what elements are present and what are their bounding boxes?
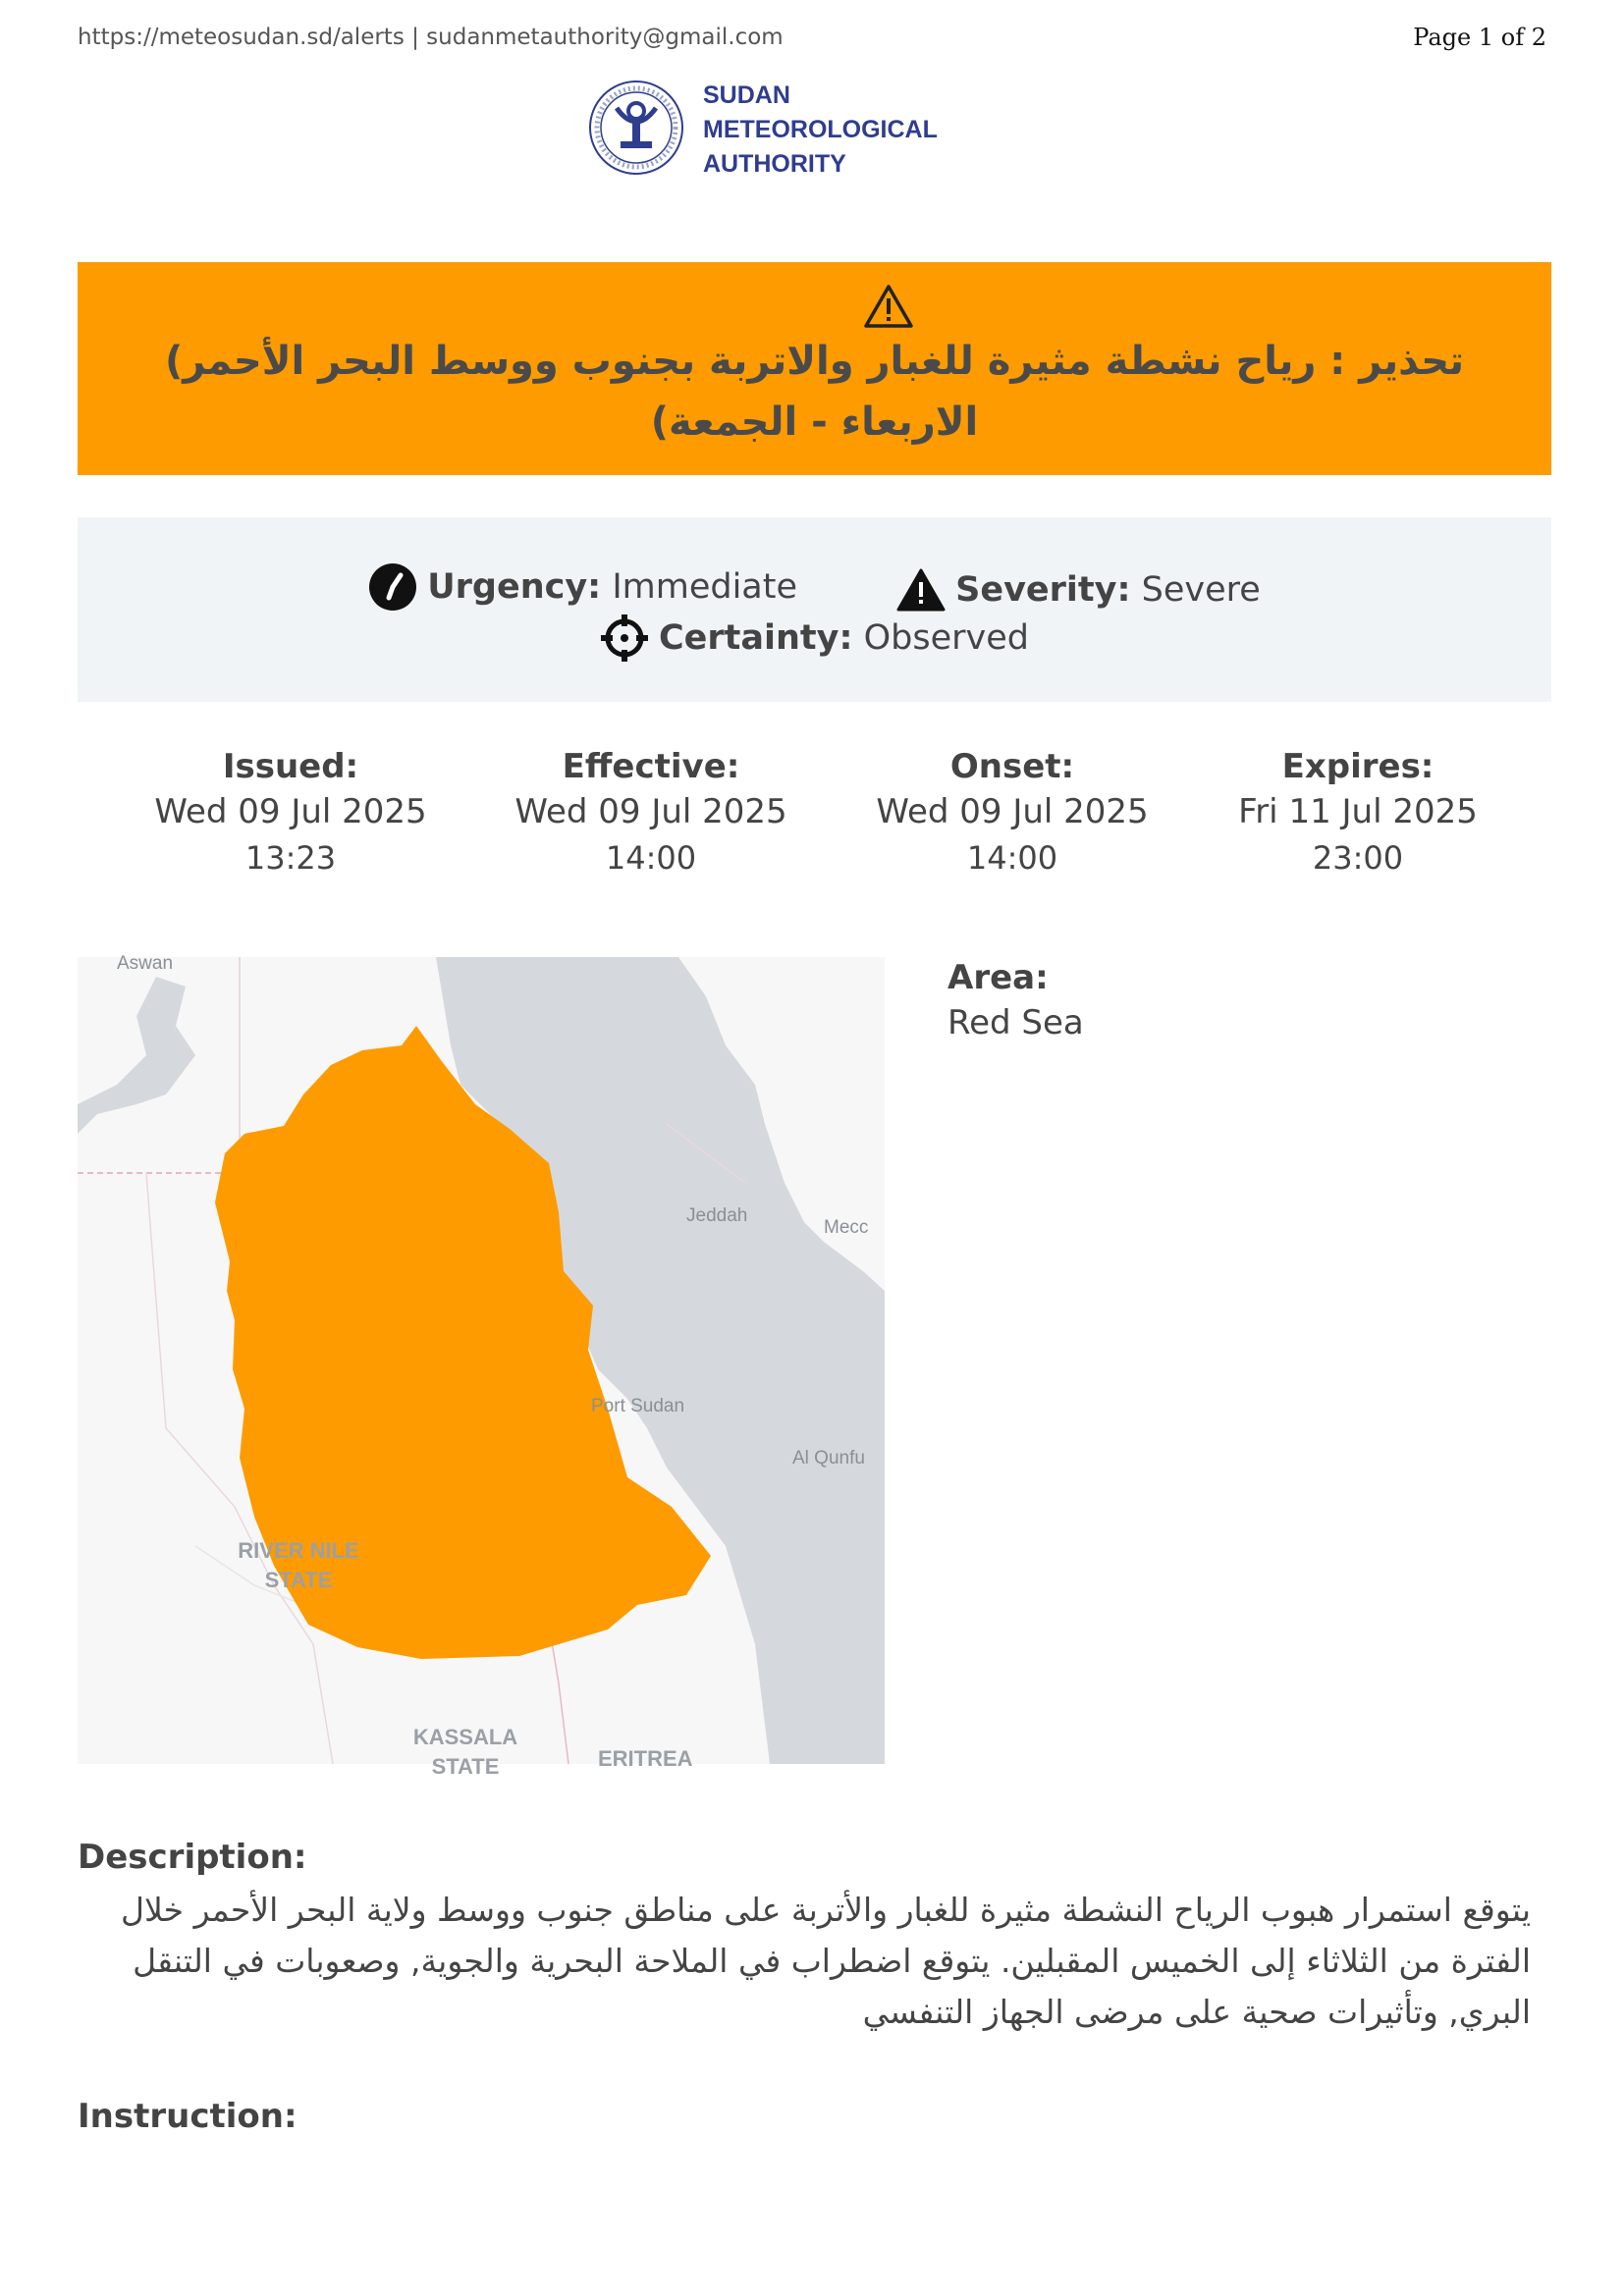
alert-area-map: [78, 953, 885, 1779]
certainty-value: Observed: [863, 618, 1030, 658]
map-label-river-nile: RIVER NILE STATE: [238, 1538, 359, 1592]
severity-warning-icon: [896, 568, 946, 612]
severity-value: Severe: [1141, 570, 1261, 610]
map-label-al-qunfudhah: Al Qunfu: [792, 1448, 865, 1468]
effective-date: Wed 09 Jul 2025: [514, 792, 787, 831]
alert-title: تحذير : رياح نشطة مثيرة للغبار والاتربة بجنوب ووسط البحر الأحمر) الاربعاء - الجمعة): [164, 339, 1465, 445]
urgency-item: [368, 562, 797, 612]
issued-time: 13:23: [244, 839, 337, 877]
map-label-aswan: Aswan: [117, 953, 174, 974]
alert-banner: [78, 262, 1551, 475]
effective-column: [484, 746, 818, 880]
map-drawing: [78, 957, 885, 1764]
expires-label: Expires:: [1281, 747, 1435, 786]
description-text: يتوقع استمرار هبوب الرياح النشطة مثيرة للغبار والأتربة على مناطق جنوب ووسط ولاية البحر الأحمر خلال الفترة من الثلاثاء إلى الخميس المقبلين. يتوقع اضطراب في الملاحة البحرية والجوية, وصعوبات في التنقل البري, وتأثيرات صحية على مرضى الجهاز التنفسي: [121, 1891, 1531, 2031]
urgency-value: Immediate: [612, 567, 798, 607]
logo-line-2: METEOROLOGICAL: [703, 116, 938, 143]
page-header-url: https://meteosudan.sd/alerts | sudanmetauthority@gmail.com: [78, 25, 784, 50]
map-label-port-sudan: Port Sudan: [591, 1396, 685, 1416]
expires-column: [1191, 746, 1525, 880]
sma-logo: [587, 75, 941, 183]
urgency-label: Urgency:: [427, 567, 602, 607]
map-label-mecca: Mecc: [824, 1217, 869, 1238]
warning-triangle-icon: [863, 284, 914, 329]
onset-time: 14:00: [966, 839, 1058, 877]
area-label: Area:: [947, 958, 1049, 997]
map-label-jeddah: Jeddah: [686, 1205, 748, 1226]
severity-label: Severity:: [955, 570, 1131, 610]
onset-date: Wed 09 Jul 2025: [876, 792, 1149, 831]
effective-label: Effective:: [562, 747, 740, 786]
severity-item: [896, 568, 1261, 612]
certainty-label: Certainty:: [658, 618, 853, 658]
certainty-crosshair-icon: [600, 614, 649, 663]
expires-time: 23:00: [1312, 839, 1404, 877]
certainty-item: [600, 614, 1029, 663]
expires-date: Fri 11 Jul 2025: [1238, 792, 1478, 831]
map-label-eritrea: ERITREA: [598, 1746, 693, 1771]
issued-label: Issued:: [222, 747, 359, 786]
area-value: Red Sea: [947, 1003, 1084, 1042]
area-block: [947, 957, 1084, 1047]
sma-seal-icon: [587, 79, 685, 177]
issued-column: [124, 746, 458, 880]
urgency-clock-icon: [368, 562, 417, 612]
onset-label: Onset:: [949, 747, 1075, 786]
description-label: Description:: [78, 1838, 307, 1877]
alert-dates: [78, 746, 1551, 893]
effective-time: 14:00: [605, 839, 697, 877]
instruction-label: Instruction:: [78, 2097, 298, 2136]
alert-meta-box: [78, 517, 1551, 702]
logo-line-1: SUDAN: [703, 81, 790, 109]
page-number: Page 1 of 2: [1413, 24, 1546, 51]
issued-date: Wed 09 Jul 2025: [154, 792, 427, 831]
map-label-kassala: KASSALA STATE: [412, 1725, 518, 1779]
onset-column: [845, 746, 1179, 880]
logo-line-3: AUTHORITY: [703, 150, 846, 178]
